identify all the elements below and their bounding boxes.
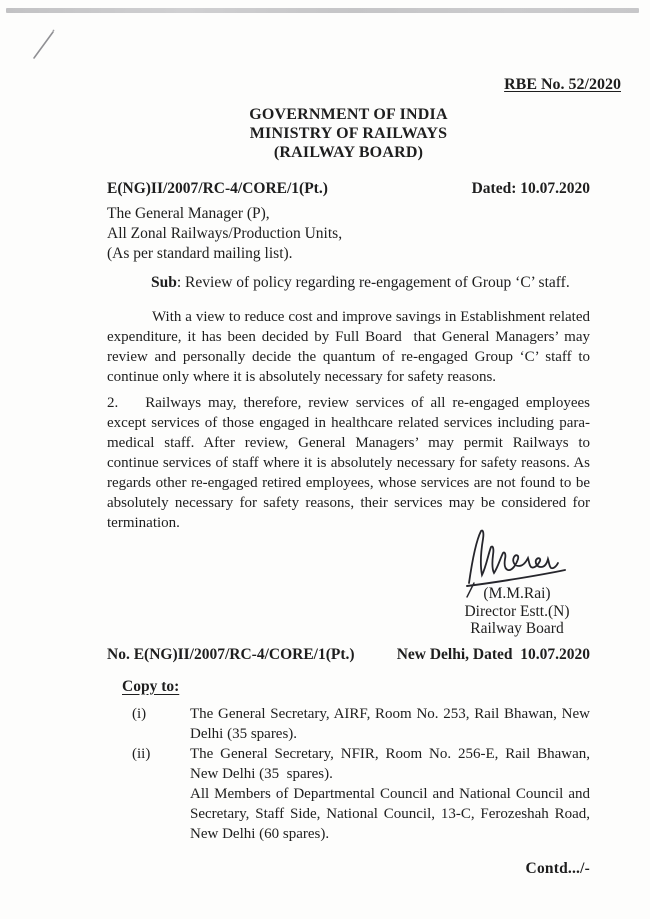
pen-mark (31, 27, 57, 61)
subject-label: Sub (151, 274, 177, 291)
addressee-line: The General Manager (P), (107, 205, 270, 222)
copy-item-text: The General Secretary, AIRF, Room No. 253, Rail Bhawan, New Delhi (35 spares). (190, 705, 590, 742)
signatory-designation: Director Estt.(N) (464, 602, 570, 620)
copy-item-number: (ii) (132, 745, 151, 762)
copy-to-heading (107, 678, 590, 696)
subject-line (107, 273, 590, 293)
reference-row (107, 180, 590, 198)
copy-to-label: Copy to: (122, 677, 180, 695)
footer-reference-number: No. E(NG)II/2007/RC-4/CORE/1(Pt.) (107, 645, 355, 663)
letter-body (0, 105, 650, 878)
letterhead-ministry: MINISTRY OF RAILWAYS (249, 125, 448, 142)
footer-reference-row (107, 646, 590, 664)
letterhead-government: GOVERNMENT OF INDIA (249, 106, 448, 123)
signatory-name: (M.M.Rai) (483, 585, 551, 602)
continuation-mark: Contd.../- (525, 859, 590, 877)
addressee-line: (As per standard mailing list). (107, 245, 293, 262)
signatory-office: Railway Board (470, 620, 564, 637)
paragraph-1: With a view to reduce cost and improve savings in Establishment related expenditure, it has been decided by Full Board that General Managers’ may review and personally decide the quantum of re-engaged Group ‘C’ staff to continue only where it is absolutely necessary for safety reasons. (107, 309, 590, 385)
letter-date: Dated: 10.07.2020 (471, 180, 590, 197)
paragraph-2-number: 2. (107, 395, 119, 411)
addressee-block (107, 204, 590, 264)
footer-place-date: New Delhi, Dated 10.07.2020 (396, 645, 590, 663)
paragraph-2 (107, 393, 590, 533)
rbe-number-text: RBE No. 52/2020 (504, 76, 621, 93)
letterhead (107, 105, 590, 162)
paragraph-2-text: Railways may, therefore, review services of all re-engaged employees except services of those engaged in healthcare related services including para-medical staff. After review, General Managers’ may permit Railways to continue services of staff where it is absolutely necessary for safety reasons. As regards other re-engaged retired employees, whose services are not found to be absolutely necessary for safety reasons, their services may be considered for termination. (107, 395, 590, 531)
copy-item-text: All Members of Departmental Council and National Council and Secretary, Staff Side, National Council, 13-C, Ferozeshah Road, New Delhi (60 spares). (190, 785, 590, 842)
copy-item-text: The General Secretary, NFIR, Room No. 256-E, Rail Bhawan, New Delhi (35 spares). (190, 745, 590, 782)
letterhead-board: (RAILWAY BOARD) (273, 144, 424, 161)
signature-block (444, 525, 590, 638)
scan-artifact-top-bar (6, 8, 639, 13)
copy-to-list (107, 704, 590, 844)
copy-item-number: (i) (132, 705, 147, 722)
copy-item-number (132, 784, 190, 844)
subject-text: : Review of policy regarding re-engagement of Group ‘C’ staff. (176, 274, 570, 291)
reference-number: E(NG)II/2007/RC-4/CORE/1(Pt.) (107, 180, 328, 197)
rbe-number (504, 76, 621, 94)
addressee-line: All Zonal Railways/Production Units, (107, 225, 343, 242)
